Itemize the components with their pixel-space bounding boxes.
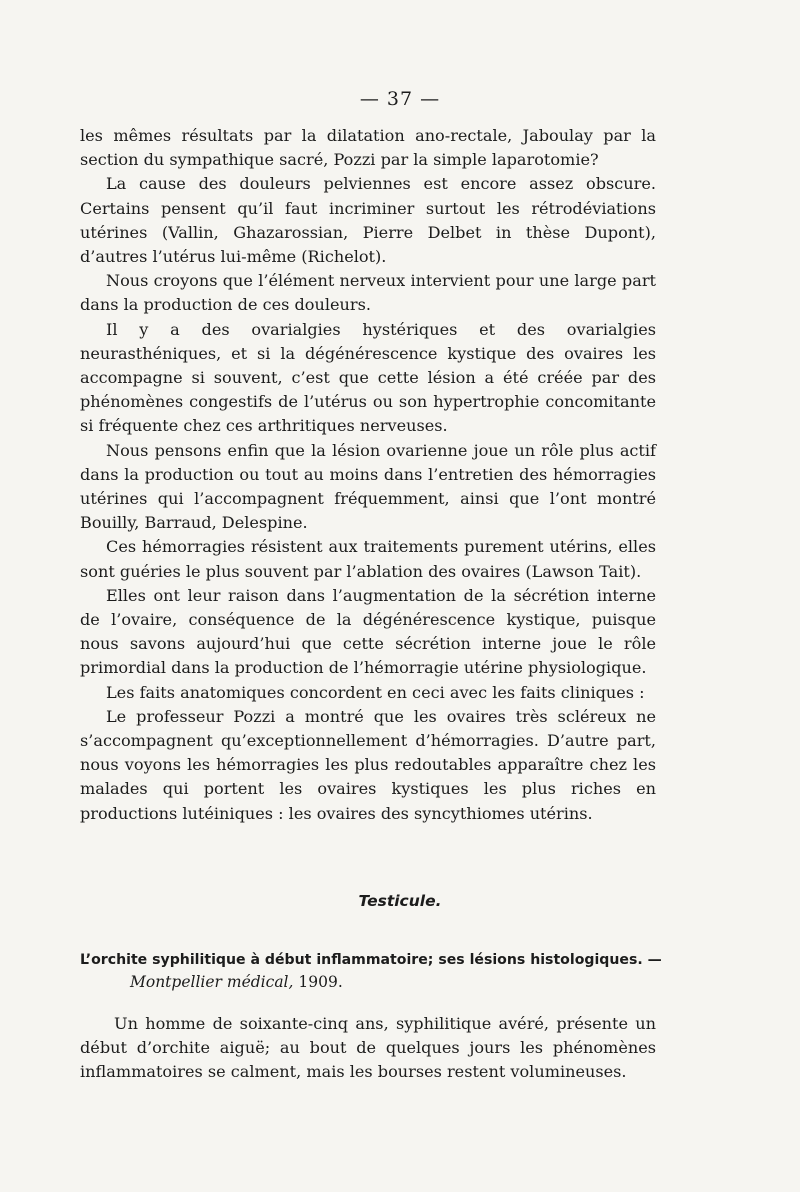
article-paragraph: Un homme de soixante-cinq ans, syphilitique avéré, présente un début d’orchite aiguë; au bout de quelques jours les phénomènes inflammatoires se calment, mais les bourses restent volumineuses. — [80, 1014, 656, 1082]
paragraph-continuation: les mêmes résultats par la dilatation ano-rectale, Jaboulay par la section du sympathique sacré, Pozzi par la simple laparotomie? — [80, 126, 656, 170]
paragraph: La cause des douleurs pelviennes est encore assez obscure. Certains pensent qu’il faut incriminer surtout les rétrodéviations utérines (Vallin, Ghazarossian, Pierre Delbet in thèse Dupont), d’autres l’utérus lui-même (Richelot). — [80, 174, 656, 267]
article-source — [130, 971, 343, 993]
article-journal: Montpellier médical, — [130, 973, 294, 991]
paragraph: Les faits anatomiques concordent en ceci avec les faits cliniques : — [106, 682, 645, 702]
paragraph: Elles ont leur raison dans l’augmentation de la sécrétion interne de l’ovaire, conséquence de la dégénérescence kystique, puisque nous savons aujourd’hui que cette sécrétion interne joue le rôle primordial dans la production de l’hémorragie utérine physiologique. — [80, 585, 656, 678]
paragraph: Le professeur Pozzi a montré que les ovaires très scléreux ne s’accompagnent qu’exceptionnellement d’hémorragies. D’autre part, nous voyons les hémorragies les plus redoutables apparaître chez les malades qui portent les ovaires kystiques les plus riches en productions lutéiniques : les ovaires des syncythiomes utérins. — [80, 706, 656, 823]
body-text — [80, 124, 656, 826]
article-year: 1909. — [293, 973, 343, 991]
article-body — [80, 1012, 656, 1085]
paragraph: Ces hémorragies résistent aux traitements purement utérins, elles sont guéries le plus souvent par l’ablation des ovaires (Lawson Tait). — [80, 537, 656, 581]
article-title: L’orchite syphilitique à début inflammatoire; ses lésions histologiques. — — [80, 952, 662, 968]
paragraph: Il y a des ovarialgies hystériques et des ovarialgies neurasthéniques, et si la dégénérescence kystique des ovaires les accompagne si souvent, c’est que cette lésion a été créée par des phénomènes congestifs de l’utérus ou son hypertrophie concomitante si fréquente chez ces arthritiques nerveuses. — [80, 319, 656, 436]
page-number: — 37 — — [359, 88, 441, 110]
paragraph: Nous pensons enfin que la lésion ovarienne joue un rôle plus actif dans la production ou tout au moins dans l’entretien des hémorragies utérines qui l’accompagnent fréquemment, ainsi que l’ont montré Bouilly, Barraud, Delespine. — [80, 440, 656, 533]
paragraph: Nous croyons que l’élément nerveux intervient pour une large part dans la production de ces douleurs. — [80, 271, 656, 315]
section-heading: Testicule. — [358, 892, 442, 910]
